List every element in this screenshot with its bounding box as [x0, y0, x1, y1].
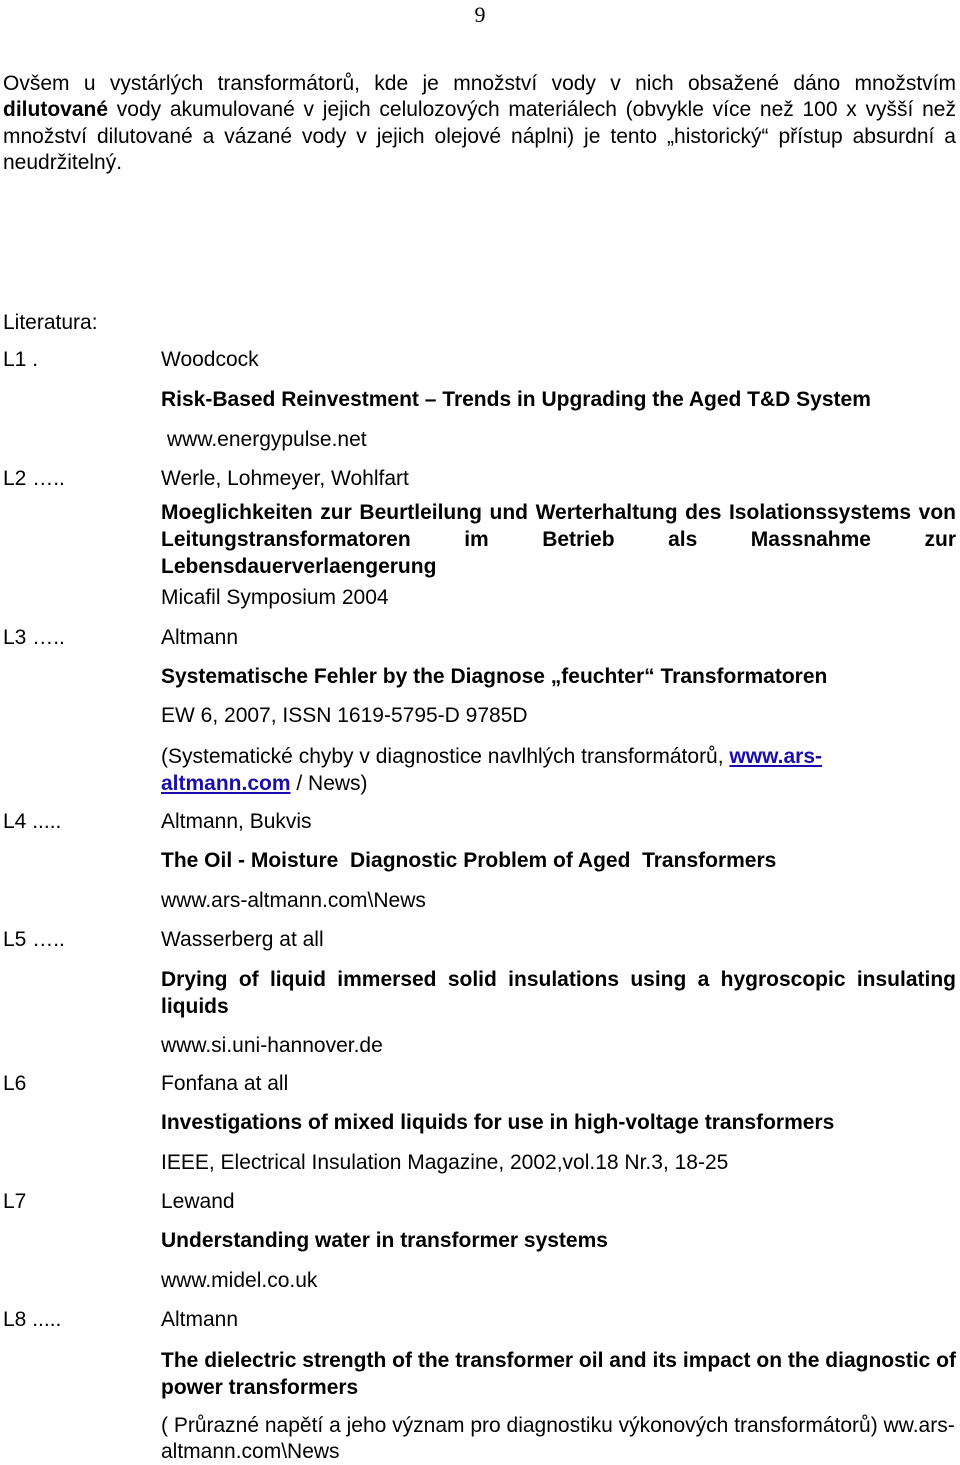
- reference-author: Wasserberg at all: [161, 928, 324, 951]
- reference-note: [161, 743, 921, 797]
- reference-title: The Oil - Moisture Diagnostic Problem of Aged Transformers: [161, 849, 777, 872]
- reference-source: www.energypulse.net: [167, 428, 367, 451]
- reference-label: L8 .....: [3, 1308, 62, 1331]
- reference-label: L6: [3, 1072, 27, 1095]
- note-text-before: (Systematické chyby v diagnostice navlhlých transformátorů,: [161, 745, 730, 768]
- reference-source: ( Průrazné napětí a jeho význam pro diagnostiku výkonových transformátorů) ww.ars-altmann.com\News: [161, 1414, 955, 1463]
- note-text-after: / News): [290, 772, 368, 795]
- reference-label: L4 .....: [3, 810, 62, 833]
- reference-label: L2 …..: [3, 467, 65, 490]
- reference-author: Altmann: [161, 626, 239, 649]
- reference-source: Micafil Symposium 2004: [161, 586, 389, 609]
- ars-altmann-link[interactable]: www.ars-altmann.com: [161, 745, 822, 795]
- intro-bold-term: dilutované: [3, 98, 109, 122]
- reference-author: Fonfana at all: [161, 1072, 289, 1095]
- reference-author: Woodcock: [161, 348, 259, 371]
- reference-title: Systematische Fehler by the Diagnose „feuchter“ Transformatoren: [161, 665, 828, 688]
- page-number: 9: [474, 2, 486, 27]
- intro-text-2: vody akumulované v jejich celulozových materiálech (obvykle více než 100 x vyšší než množství dilutované a vázané vody v jejich olejové náplni) je tento „historický“ přístup absurdní a neudržitelný.: [3, 98, 956, 174]
- reference-label: L5 …..: [3, 928, 65, 951]
- reference-title: Moeglichkeiten zur Beurtleilung und Werterhaltung des Isolationssystems von Leitungstransformatoren im Betrieb als Massnahme zur Lebensdauerverlaengerung: [161, 501, 956, 578]
- intro-text-1: Ovšem u vystárlých transformátorů, kde je množství vody v nich obsažené dáno množstvím: [3, 72, 956, 95]
- reference-source: IEEE, Electrical Insulation Magazine, 2002,vol.18 Nr.3, 18-25: [161, 1151, 729, 1174]
- reference-title: Investigations of mixed liquids for use in high-voltage transformers: [161, 1111, 835, 1134]
- reference-author: Werle, Lohmeyer, Wohlfart: [161, 467, 409, 490]
- reference-title: Risk-Based Reinvestment – Trends in Upgrading the Aged T&D System: [161, 388, 871, 411]
- reference-author: Altmann, Bukvis: [161, 810, 312, 833]
- reference-author: Lewand: [161, 1190, 235, 1213]
- reference-label: L3 …..: [3, 626, 65, 649]
- literature-heading: Literatura:: [3, 311, 98, 334]
- reference-title: The dielectric strength of the transformer oil and its impact on the diagnostic of power transformers: [161, 1349, 956, 1399]
- reference-source: EW 6, 2007, ISSN 1619-5795-D 9785D: [161, 704, 528, 727]
- reference-author: Altmann: [161, 1308, 239, 1331]
- reference-source: www.ars-altmann.com\News: [161, 889, 426, 912]
- reference-label: L7: [3, 1190, 27, 1213]
- reference-title: Drying of liquid immersed solid insulations using a hygroscopic insulating liquids: [161, 968, 956, 1018]
- reference-label: L1 .: [3, 348, 39, 371]
- reference-source: www.midel.co.uk: [161, 1269, 318, 1292]
- reference-source: www.si.uni-hannover.de: [161, 1034, 383, 1057]
- intro-paragraph: [3, 71, 956, 176]
- reference-title: Understanding water in transformer systems: [161, 1229, 608, 1252]
